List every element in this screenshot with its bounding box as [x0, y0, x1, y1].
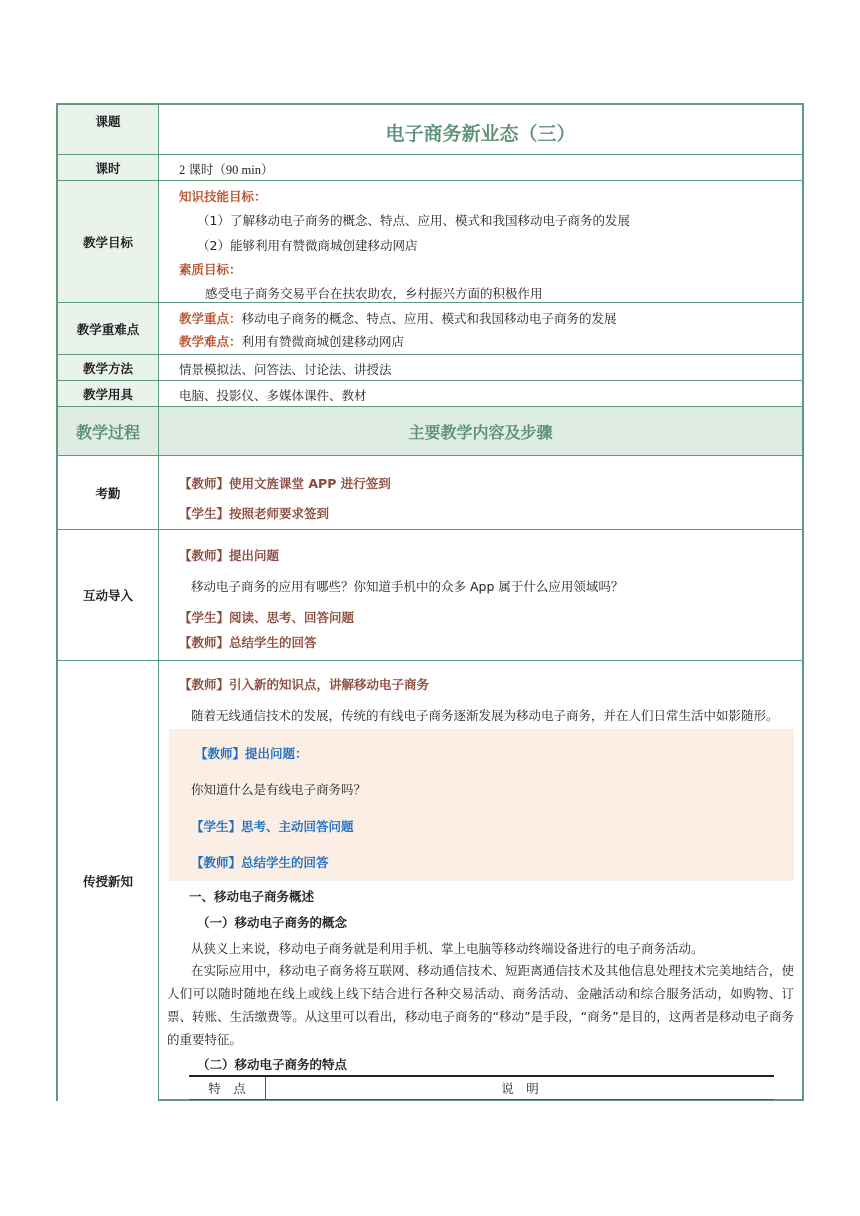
row-hours [58, 155, 802, 181]
box-teacher-summary: 【教师】总结学生的回答 [191, 855, 329, 870]
tools-value: 电脑、投影仪、多媒体课件、教材 [179, 388, 367, 403]
knowledge-goal-heading: 知识技能目标： [179, 189, 267, 204]
feature-table-header [189, 1077, 774, 1100]
label-process: 教学过程 [58, 407, 159, 455]
box-teacher-question: 【教师】提出问题： [195, 746, 308, 761]
label-topic: 课题 [58, 105, 159, 154]
intro-teacher-question: 【教师】提出问题 [179, 548, 280, 563]
row-method [58, 355, 802, 381]
lesson-plan-table [56, 103, 804, 1101]
label-goals: 教学目标 [58, 181, 159, 302]
label-attendance: 考勤 [58, 456, 159, 529]
attendance-student: 【学生】按照老师要求签到 [179, 506, 330, 521]
box-question: 你知道什么是有线电子商务吗？ [191, 782, 367, 797]
feature-table-col-feature: 特 点 [189, 1077, 266, 1099]
teach-paragraph-1: 随着无线通信技术的发展，传统的有线电子商务逐渐发展为移动电子商务，并在人们日常生活中如影随形。 [191, 708, 779, 723]
goal-item-2: （2）能够利用有赞微商城创建移动网店 [197, 238, 418, 253]
row-teach [58, 661, 802, 1101]
row-process-header [58, 407, 802, 456]
row-key-points [58, 303, 802, 355]
row-topic [58, 105, 802, 155]
key-point-text: 移动电子商务的概念、特点、应用、模式和我国移动电子商务的发展 [241, 311, 617, 326]
quality-goal-text: 感受电子商务交易平台在扶农助农，乡村振兴方面的积极作用 [205, 286, 543, 301]
row-intro [58, 530, 802, 661]
attendance-teacher: 【教师】使用文旌课堂 APP 进行签到 [179, 476, 391, 491]
row-tools [58, 381, 802, 407]
box-student: 【学生】思考、主动回答问题 [191, 819, 354, 834]
intro-teacher-summary: 【教师】总结学生的回答 [179, 635, 317, 650]
hours-value: 2 课时（90 min） [179, 163, 274, 177]
intro-question: 移动电子商务的应用有哪些？你知道手机中的众多 App 属于什么应用领域吗？ [191, 579, 624, 594]
difficult-point-heading: 教学难点： [179, 334, 242, 349]
page-title: 电子商务新业态（三） [385, 123, 576, 145]
label-hours: 课时 [58, 155, 159, 180]
difficult-point-text: 利用有赞微商城创建移动网店 [241, 334, 405, 349]
label-teach: 传授新知 [58, 661, 159, 1101]
process-header: 主要教学内容及步骤 [159, 407, 802, 455]
difficult-point-line [179, 332, 404, 350]
quality-goal-heading: 素质目标： [179, 262, 242, 277]
label-method: 教学方法 [58, 355, 159, 380]
label-intro: 互动导入 [58, 530, 159, 660]
goal-item-1: （1）了解移动电子商务的概念、特点、应用、模式和我国移动电子商务的发展 [197, 213, 630, 228]
section-1-1-paragraph-2: 在实际应用中，移动电子商务将互联网、移动通信技术、短距离通信技术及其他信息处理技术完美地结合，使人们可以随时随地在线上或线上线下结合进行各种交易活动、商务活动、金融活动和综合服务活动，如购物、订票、转账、生活缴费等。从这里可以看出，移动电子商务的“移动”是手段，“商务”是目的，这两者是移动电子商务的重要特征。 [167, 963, 794, 1047]
label-key-points: 教学重难点 [58, 303, 159, 354]
method-value: 情景模拟法、问答法、讨论法、讲授法 [179, 362, 392, 377]
feature-table-col-description: 说 明 [501, 1081, 539, 1096]
section-1-2-heading: （二）移动电子商务的特点 [197, 1057, 348, 1072]
key-point-line [179, 309, 617, 327]
teach-intro: 【教师】引入新的知识点，讲解移动电子商务 [179, 677, 430, 692]
key-point-heading: 教学重点： [179, 311, 242, 326]
label-tools: 教学用具 [58, 381, 159, 406]
row-attendance [58, 456, 802, 530]
section-1-heading: 一、移动电子商务概述 [189, 889, 315, 904]
intro-student: 【学生】阅读、思考、回答问题 [179, 610, 355, 625]
section-1-1-paragraph-1: 从狭义上来说，移动电子商务就是利用手机、掌上电脑等移动终端设备进行的电子商务活动。 [191, 941, 704, 956]
question-box [169, 729, 794, 881]
row-goals [58, 181, 802, 303]
section-1-1-heading: （一）移动电子商务的概念 [197, 915, 348, 930]
